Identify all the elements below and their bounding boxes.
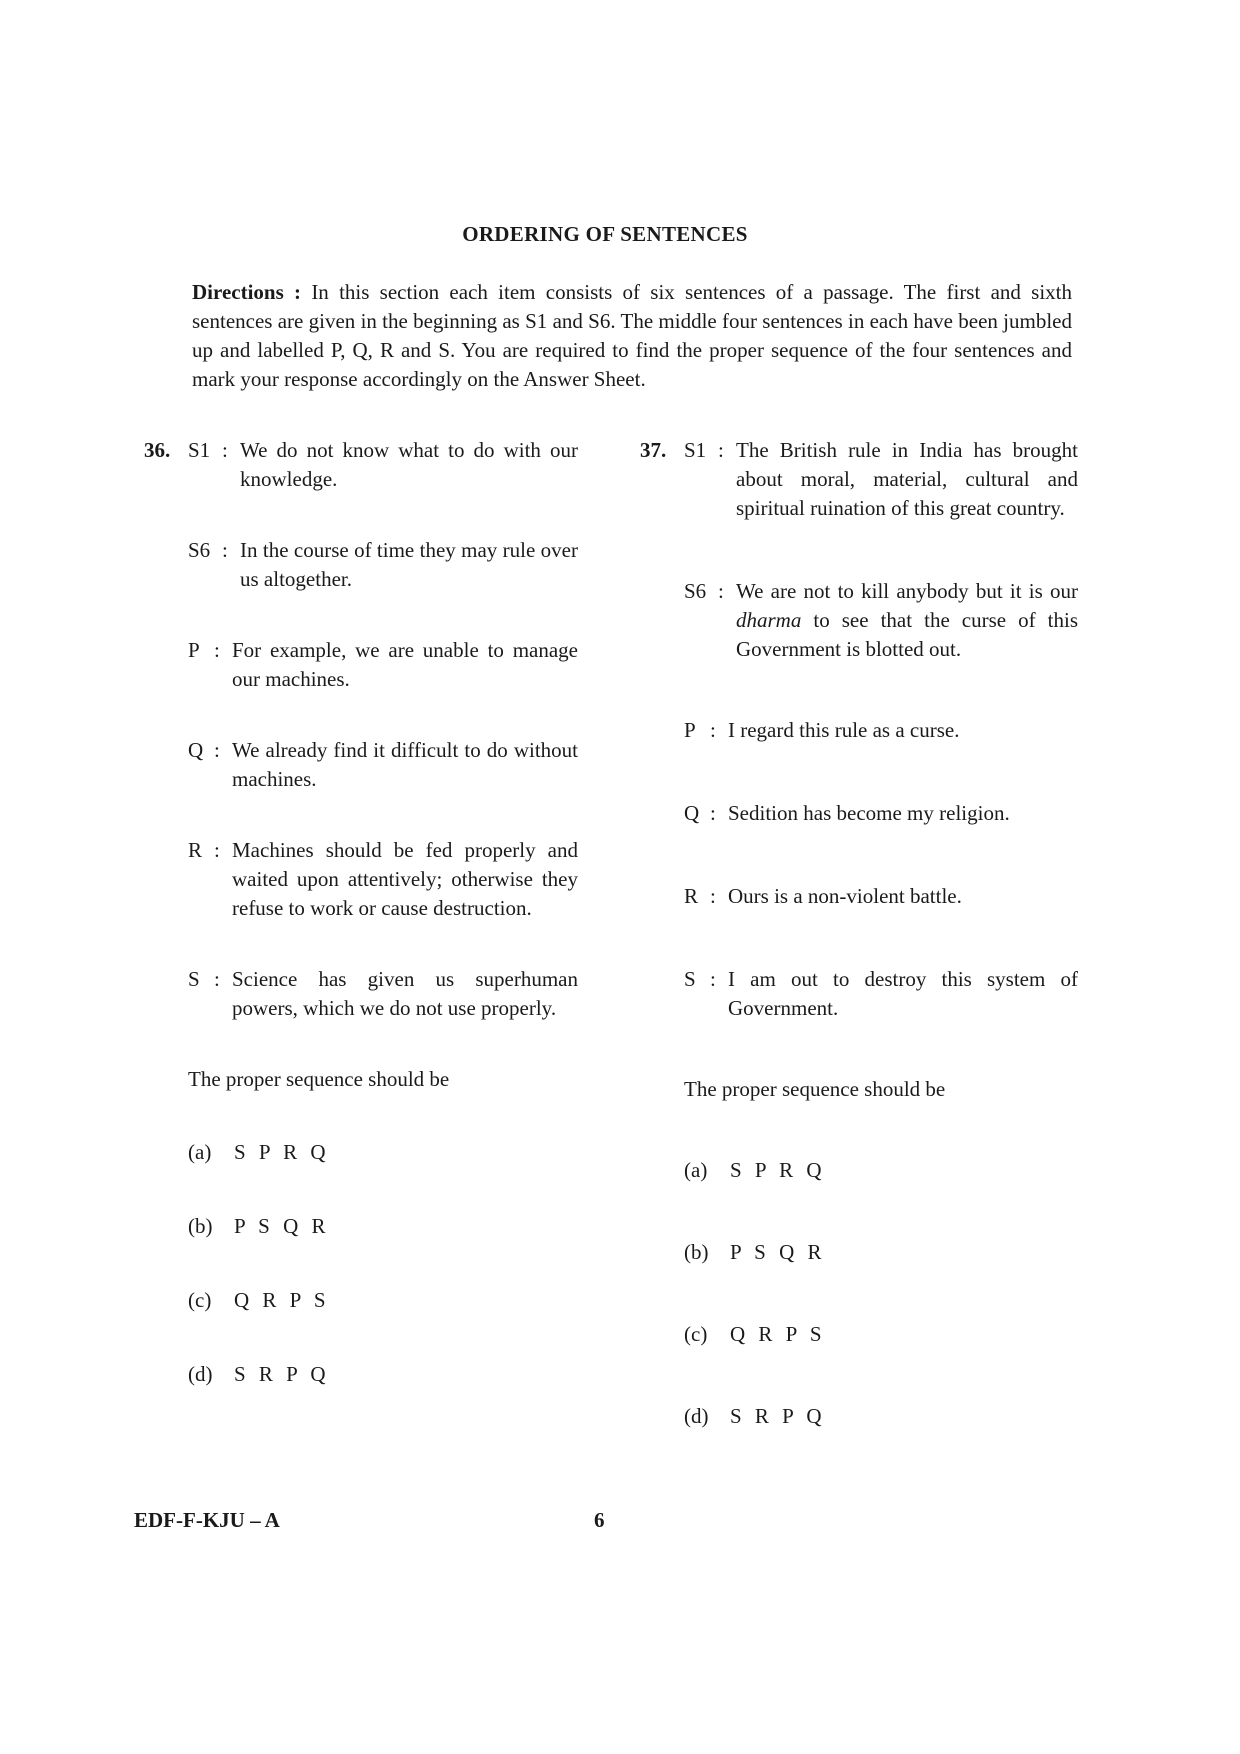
q37-q-text: Sedition has become my religion. <box>728 801 1010 825</box>
q36-s1-row <box>144 436 578 494</box>
option-label: (c) <box>684 1322 708 1346</box>
q37-option-b[interactable] <box>640 1238 1078 1267</box>
colon: : <box>214 838 220 862</box>
option-value: P S Q R <box>234 1214 330 1238</box>
q36-option-d[interactable] <box>144 1360 578 1389</box>
q36-p-row <box>144 636 578 694</box>
q37-s-text: I am out to destroy this system of Government. <box>728 967 1078 1020</box>
option-label: (b) <box>188 1214 213 1238</box>
q37-option-a[interactable] <box>640 1156 1078 1185</box>
question-36 <box>144 436 578 1389</box>
q36-s6-tag: S6 <box>188 538 211 562</box>
q37-option-c[interactable] <box>640 1320 1078 1349</box>
option-value: Q R P S <box>730 1322 826 1346</box>
q36-number: 36. <box>144 438 171 462</box>
q36-option-b[interactable] <box>144 1212 578 1241</box>
q37-r-row <box>640 882 1078 911</box>
q36-q-row <box>144 736 578 794</box>
q36-q-tag: Q <box>188 738 204 762</box>
colon: : <box>222 538 228 562</box>
colon: : <box>222 438 228 462</box>
q37-s6-pre: We are not to kill anybody but it is our <box>736 579 1078 603</box>
q37-s1-row <box>640 436 1078 523</box>
q36-prompt: The proper sequence should be <box>188 1067 450 1091</box>
q36-s6-row <box>144 536 578 594</box>
q37-s6-emphasis: dharma <box>736 608 802 632</box>
section-heading: ORDERING OF SENTENCES <box>462 222 748 246</box>
directions-paragraph <box>192 278 1072 394</box>
directions-label: Directions : <box>192 280 302 304</box>
page-number: 6 <box>594 1508 605 1532</box>
q37-q-row <box>640 799 1078 828</box>
q37-p-row <box>640 716 1078 745</box>
option-label: (a) <box>188 1140 212 1164</box>
q37-option-d[interactable] <box>640 1402 1078 1431</box>
q37-p-tag: P <box>684 718 696 742</box>
q36-option-c[interactable] <box>144 1286 578 1315</box>
q37-number: 37. <box>640 438 667 462</box>
q36-p-text: For example, we are unable to manage our machines. <box>232 638 578 691</box>
q37-r-tag: R <box>684 884 699 908</box>
q37-s6-post: to see that the curse of this Government is blotted out. <box>736 608 1078 661</box>
q36-s6-text: In the course of time they may rule over us altogether. <box>240 538 578 591</box>
q36-s1-text: We do not know what to do with our knowledge. <box>240 438 578 491</box>
option-value: S P R Q <box>234 1140 330 1164</box>
q36-p-tag: P <box>188 638 200 662</box>
colon: : <box>214 967 220 991</box>
q37-s6-tag: S6 <box>684 579 707 603</box>
colon: : <box>710 967 716 991</box>
option-label: (b) <box>684 1240 709 1264</box>
option-value: P S Q R <box>730 1240 826 1264</box>
colon: : <box>718 438 724 462</box>
q36-s1-tag: S1 <box>188 438 211 462</box>
colon: : <box>718 579 724 603</box>
q37-s-row <box>640 965 1078 1023</box>
colon: : <box>710 718 716 742</box>
directions-text: In this section each item consists of six sentences of a passage. The first and sixth sentences are given in the beginning as S1 and S6. The middle four sentences in each have been jumbled up and labelled P, Q, R and S. You are required to find the proper sequence of the four sentences and mark your response accordingly on the Answer Sheet. <box>192 280 1073 391</box>
colon: : <box>214 638 220 662</box>
option-value: S R P Q <box>730 1404 826 1428</box>
q37-s-tag: S <box>684 967 696 991</box>
q37-prompt: The proper sequence should be <box>684 1077 946 1101</box>
option-label: (d) <box>684 1404 709 1428</box>
q37-s6-row <box>640 577 1078 664</box>
question-37 <box>640 436 1078 1431</box>
q36-option-a[interactable] <box>144 1138 578 1167</box>
option-label: (c) <box>188 1288 212 1312</box>
option-label: (d) <box>188 1362 213 1386</box>
q36-s-row <box>144 965 578 1023</box>
q36-r-row <box>144 836 578 923</box>
q37-s6-text <box>736 577 1078 664</box>
q36-q-text: We already find it difficult to do without machines. <box>232 738 578 791</box>
q36-s-text: Science has given us superhuman powers, which we do not use properly. <box>232 967 578 1020</box>
q37-s1-text: The British rule in India has brought about moral, material, cultural and spiritual ruination of this great country. <box>736 438 1078 520</box>
q37-s1-tag: S1 <box>684 438 707 462</box>
q37-p-text: I regard this rule as a curse. <box>728 718 960 742</box>
q36-s-tag: S <box>188 967 200 991</box>
q36-r-tag: R <box>188 838 203 862</box>
q37-q-tag: Q <box>684 801 700 825</box>
option-label: (a) <box>684 1158 708 1182</box>
colon: : <box>710 801 716 825</box>
booklet-code: EDF-F-KJU – A <box>134 1508 280 1532</box>
colon: : <box>710 884 716 908</box>
q37-r-text: Ours is a non-violent battle. <box>728 884 962 908</box>
q36-r-text: Machines should be fed properly and waited upon attentively; otherwise they refuse to work or cause destruction. <box>232 838 578 920</box>
option-value: Q R P S <box>234 1288 330 1312</box>
option-value: S R P Q <box>234 1362 330 1386</box>
colon: : <box>214 738 220 762</box>
option-value: S P R Q <box>730 1158 826 1182</box>
